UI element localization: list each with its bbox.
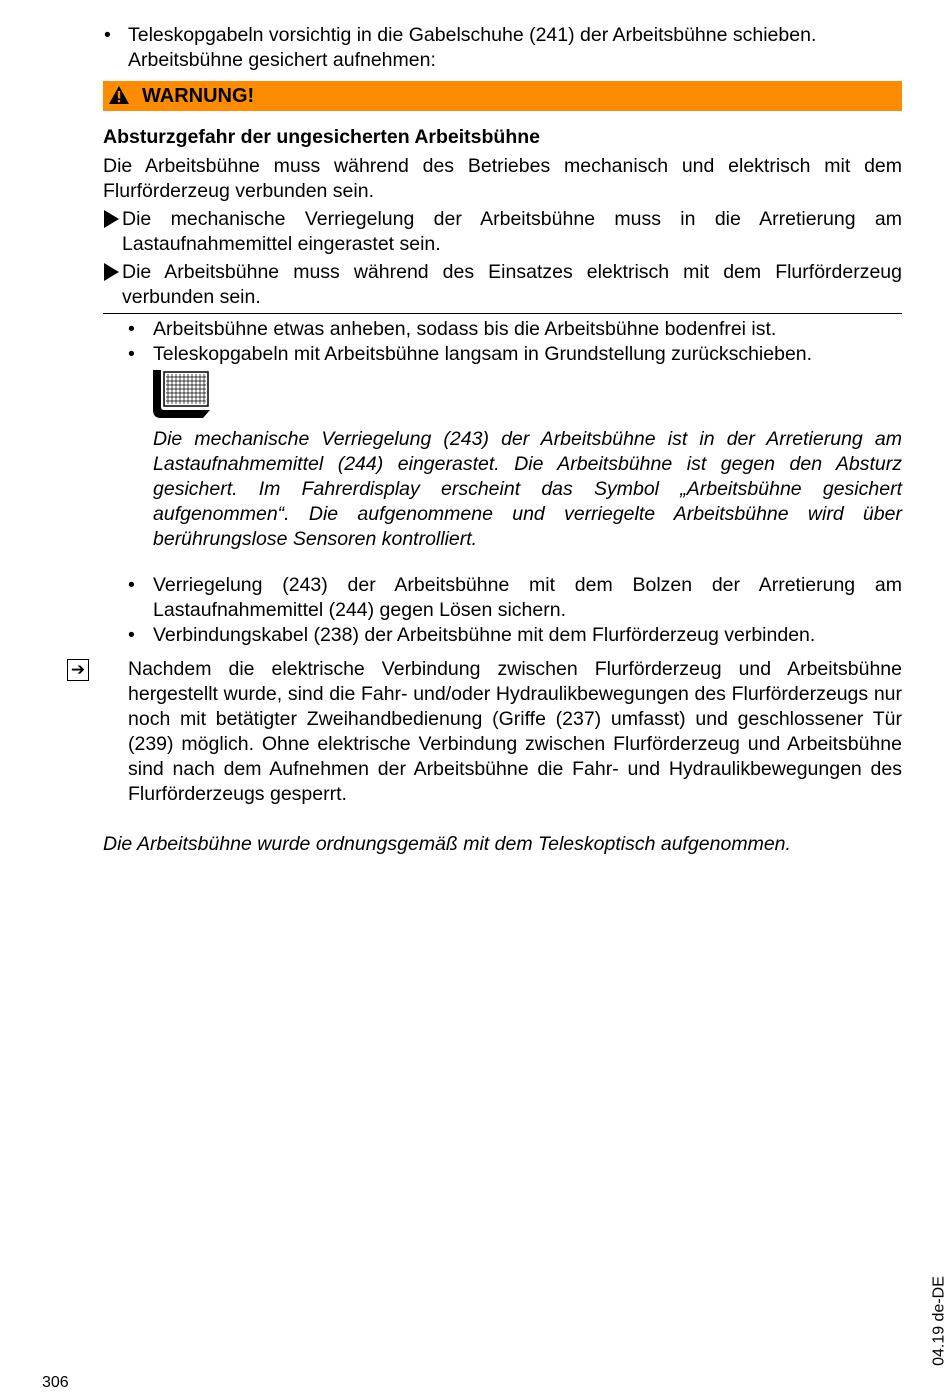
step-insert-line1: Teleskopgabeln vorsichtig in die Gabelschuhe (241) der Arbeitsbühne schieben.	[128, 24, 817, 46]
warning-label: WARNUNG!	[142, 85, 255, 107]
measure-arrow-icon	[104, 263, 119, 281]
step-lift: Arbeitsbühne etwas anheben, sodass bis die Arbeitsbühne bodenfrei ist.	[153, 318, 777, 340]
warning-triangle-icon	[108, 85, 130, 105]
note-text: Nachdem die elektrische Verbindung zwischen Flurförderzeug und Arbeitsbühne hergestellt wurde, sind die Fahr- und/oder Hydraulikbewegungen des Flurförderzeugs nur noch mit betätigter Zweihandbedienung (Griffe (237) umfasst) und geschlossener Tür (239) möglich. Ohne elektrische Verbindung zwischen Flurförderzeug und Arbeitsbühne sind nach dem Aufnehmen der Arbeitsbühne die Fahr- und Hydraulikbewegungen des Flurförderzeugs gesperrt.	[128, 658, 902, 805]
measure-arrow-icon	[104, 210, 119, 228]
final-result: Die Arbeitsbühne wurde ordnungsgemäß mit dem Teleskoptisch aufgenommen.	[103, 833, 791, 855]
bullet-marker: •	[128, 574, 135, 596]
warning-measure-1: Die mechanische Verriegelung der Arbeitsbühne muss in die Arretierung am Lastaufnahmemittel eingerastet sein.	[122, 208, 902, 255]
bullet-marker: •	[128, 318, 135, 340]
bullet-marker: •	[128, 624, 135, 646]
step-connect-cable: Verbindungskabel (238) der Arbeitsbühne mit dem Flurförderzeug verbinden.	[153, 624, 816, 646]
warning-measure-2: Die Arbeitsbühne muss während des Einsatzes elektrisch mit dem Flurförderzeug verbunden sein.	[122, 261, 902, 308]
step-insert-line2: Arbeitsbühne gesichert aufnehmen:	[128, 49, 436, 71]
step-retract: Teleskopgabeln mit Arbeitsbühne langsam in Grundstellung zurückschieben.	[153, 343, 813, 365]
bullet-marker: •	[128, 343, 135, 365]
note-arrow-icon: ➔	[67, 659, 89, 681]
bullet-marker: •	[104, 24, 111, 46]
page-number: 306	[42, 1374, 69, 1391]
step-lock: Verriegelung (243) der Arbeitsbühne mit dem Bolzen der Arretierung am Lastaufnahmemittel (244) gegen Lösen sichern.	[153, 574, 902, 621]
platform-secured-icon	[152, 369, 212, 419]
result-italic: Die mechanische Verriegelung (243) der Arbeitsbühne ist in der Arretierung am Lastaufnahmemittel (244) eingerastet. Die Arbeitsbühne ist gegen den Absturz gesichert. Im Fahrerdisplay erscheint das Symbol „Arbeitsbühne gesichert aufgenommen“. Die aufgenommene und verriegelte Arbeitsbühne wird über berührungslose Sensoren kontrolliert.	[153, 428, 902, 550]
warning-heading: Absturzgefahr der ungesicherten Arbeitsbühne	[103, 126, 541, 148]
warning-end-rule	[103, 313, 902, 314]
version-label: 04.19 de-DE	[930, 1276, 948, 1366]
warning-text: Die Arbeitsbühne muss während des Betriebes mechanisch und elektrisch mit dem Flurförderzeug verbunden sein.	[103, 155, 902, 202]
